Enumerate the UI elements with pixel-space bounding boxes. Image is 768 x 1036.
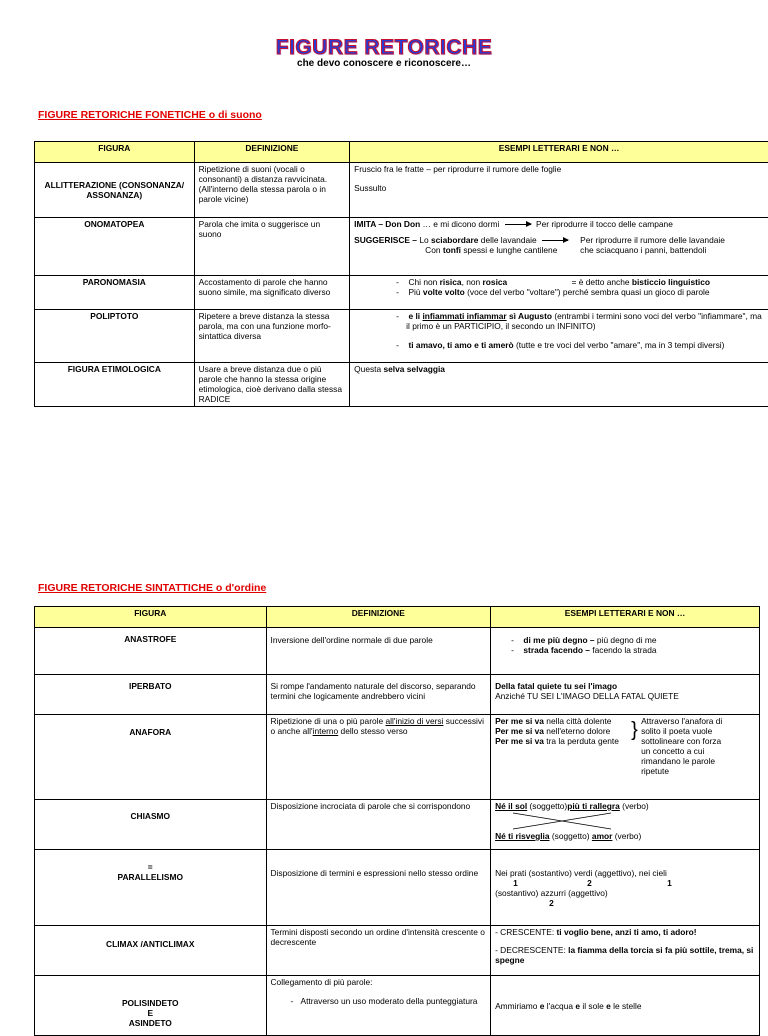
example-text: (soggetto) <box>552 831 590 841</box>
figura-cell: ANAFORA <box>35 715 267 800</box>
example-label: SUGGERISCE – <box>354 235 417 245</box>
definizione-cell: Accostamento di parole che hanno suono simile, ma significato diverso <box>194 276 350 310</box>
example-word: Né il sol <box>495 801 527 811</box>
example-text: Ammiriamo <box>495 1001 537 1011</box>
definizione-cell: Parola che imita o suggerisce un suono <box>194 218 350 276</box>
esempi-cell <box>491 628 760 675</box>
example-text: (voce del verbo "voltare") perché sembra quasi un gioco di parole <box>467 287 709 297</box>
figura-cell: PARONOMASIA <box>35 276 195 310</box>
anafora-example <box>495 716 755 776</box>
example-text: = è detto anche <box>510 277 630 287</box>
definizione-cell: Inversione dell'ordine normale di due parole <box>266 628 491 675</box>
number-row <box>495 878 755 888</box>
table-row <box>35 850 760 926</box>
example-word: più ti rallegra <box>567 801 620 811</box>
position-number: 2 <box>587 878 592 888</box>
position-number: 1 <box>667 878 672 888</box>
example-line: Anziché TU SEI L'IMAGO DELLA FATAL QUIETE <box>495 691 755 701</box>
example-text: , non <box>462 277 481 287</box>
figura-cell: POLIPTOTO <box>35 310 195 363</box>
number-row <box>495 898 755 908</box>
example-text: nella città dolente <box>546 716 611 726</box>
example-word: e <box>606 1001 611 1011</box>
page-subtitle: che devo conoscere e riconoscere… <box>0 58 768 69</box>
example-line: Della fatal quiete tu sei l'imago <box>495 681 755 691</box>
table-header-row <box>35 142 768 163</box>
example-item <box>392 340 764 350</box>
example-note: Per riprodurre il tocco delle campane <box>536 219 673 229</box>
example-note: Per riprodurre il rumore delle lavandaie che sciacquano i panni, battendoli <box>572 235 730 255</box>
example-text: spessi e lunghe cantilene <box>463 245 557 255</box>
anafora-lines <box>495 716 631 776</box>
definizione-item: - Attraverso un uso moderato della punteggiatura <box>287 996 487 1006</box>
figura-cell: ONOMATOPEA <box>35 218 195 276</box>
example-label: IMITA – Don Don <box>354 219 420 229</box>
esempi-cell <box>350 163 768 218</box>
example-text: … e mi dicono dormi <box>423 219 500 229</box>
figura-cell: CLIMAX /ANTICLIMAX <box>35 926 267 976</box>
page-title: FIGURE RETORICHE <box>276 36 492 59</box>
column-header: ESEMPI LETTERARI E NON … <box>491 607 760 628</box>
example-word: risica <box>440 277 462 287</box>
example-line <box>495 801 755 811</box>
table-row <box>35 628 760 675</box>
example-word: e li <box>408 311 420 321</box>
example-text: facendo la strada <box>592 645 656 655</box>
example-word: rosica <box>483 277 508 287</box>
example-line <box>495 945 755 965</box>
definizione-cell: Ripetizione di suoni (vocali o consonanti) a distanza ravvicinata. (All'interno della stessa parola o in parole vicine) <box>194 163 350 218</box>
example-text: Chi non <box>408 277 437 287</box>
esempi-cell <box>491 976 760 1036</box>
table-row <box>35 926 760 976</box>
esempi-cell <box>350 218 768 276</box>
example-word: volte volto <box>423 287 465 297</box>
example-text: Questa <box>354 364 381 374</box>
example-word: infiammati infiammar <box>422 311 506 321</box>
definizione-cell: Si rompe l'andamento naturale del discorso, separando termini che logicamente andrebbero vicini <box>266 675 491 715</box>
definizione-cell <box>266 715 491 800</box>
example-line <box>495 726 631 736</box>
column-header: DEFINIZIONE <box>266 607 491 628</box>
figura-cell: ANASTROFE <box>35 628 267 675</box>
column-header: FIGURA <box>35 607 267 628</box>
example-item <box>392 277 764 287</box>
example-word: amor <box>592 831 612 841</box>
example-text: (verbo) <box>622 801 649 811</box>
figura-cell: IPERBATO <box>35 675 267 715</box>
definizione-cell: Termini disposti secondo un ordine d'intensità crescente o decrescente <box>266 926 491 976</box>
definizione-text: Ripetizione di una o più parole <box>271 716 384 726</box>
position-number: 2 <box>549 898 554 908</box>
definizione-cell: Ripetere a breve distanza la stessa parola, ma con una funzione morfo-sintattica diversa <box>194 310 350 363</box>
table-sintattiche <box>34 606 760 1036</box>
section-title-fonetiche: FIGURE RETORICHE FONETICHE o di suono <box>38 109 262 121</box>
example-word: ti amavo, ti amo e ti amerò <box>408 340 513 350</box>
esempi-cell <box>350 310 768 363</box>
example-word: e <box>575 1001 580 1011</box>
table-row <box>35 715 760 800</box>
example-item <box>507 635 755 645</box>
example-item <box>392 287 764 297</box>
definizione-text: successivi o anche all' <box>271 716 484 736</box>
figura-label: POLISINDETO <box>39 998 262 1008</box>
example-line <box>495 736 631 746</box>
example-text: (entrambi i termini sono voci del verbo "infiammare", ma il primo è un PARTICIPIO, il secondo un INFINITO) <box>406 311 762 331</box>
example-word: tonfi <box>443 245 461 255</box>
table-fonetiche <box>34 141 768 407</box>
example-text: Più <box>408 287 420 297</box>
example-word: la fiamma della torcia si fa più sottile, trema, si spegne <box>495 945 753 965</box>
example-word: Per me si va <box>495 726 544 736</box>
table-row <box>35 675 760 715</box>
arrow-right-icon <box>505 224 531 225</box>
definizione-cell <box>266 976 491 1036</box>
example-word: selva selvaggia <box>383 364 444 374</box>
column-header: ESEMPI LETTERARI E NON … <box>350 142 768 163</box>
example-text: più degno di me <box>597 635 657 645</box>
definizione-emph: all'inizio di versi <box>386 716 444 726</box>
esempi-cell <box>350 363 768 407</box>
example-text: (soggetto) <box>530 801 568 811</box>
definizione-text: dello stesso verso <box>341 726 408 736</box>
page-title-wrap <box>0 36 768 60</box>
figura-cell: FIGURA ETIMOLOGICA <box>35 363 195 407</box>
example-text: il sole <box>582 1001 603 1011</box>
figura-cell: CHIASMO <box>35 800 267 850</box>
example-item <box>507 645 755 655</box>
example-word: bisticcio linguistico <box>632 277 710 287</box>
example-text: Lo <box>419 235 428 245</box>
definizione-emph: interno <box>313 726 339 736</box>
esempi-cell <box>491 675 760 715</box>
table-row <box>35 800 760 850</box>
table-row <box>35 276 768 310</box>
example-line <box>495 716 631 726</box>
example-line <box>354 219 764 229</box>
example-word: Per me si va <box>495 716 544 726</box>
table-row <box>35 218 768 276</box>
example-text: nell'eterno dolore <box>546 726 610 736</box>
example-text: tra la perduta gente <box>546 736 619 746</box>
example-label: - DECRESCENTE: <box>495 945 566 955</box>
position-number: 1 <box>513 878 518 888</box>
table-header-row <box>35 607 760 628</box>
example-item <box>392 311 764 331</box>
example-lines <box>354 235 572 255</box>
example-text: (tutte e tre voci del verbo "amare", ma in 3 tempi diversi) <box>516 340 724 350</box>
example-word: e <box>540 1001 545 1011</box>
example-word: Né ti risveglia <box>495 831 549 841</box>
example-word: sciabordare <box>431 235 478 245</box>
table-row <box>35 310 768 363</box>
column-header: DEFINIZIONE <box>194 142 350 163</box>
definizione-text: Collegamento di più parole: <box>271 977 487 987</box>
example-word: ti voglio bene, anzi ti amo, ti adoro! <box>557 927 697 937</box>
definizione-cell: Disposizione incrociata di parole che si corrispondono <box>266 800 491 850</box>
definizione-cell: Disposizione di termini e espressioni nello stesso ordine <box>266 850 491 926</box>
figura-cell: ALLITTERAZIONE (CONSONANZA/ ASSONANZA) <box>35 163 195 218</box>
esempi-cell <box>491 926 760 976</box>
example-line <box>495 831 755 841</box>
esempi-cell <box>491 850 760 926</box>
example-word: strada facendo – <box>523 645 590 655</box>
example-block <box>354 235 764 255</box>
column-header: FIGURA <box>35 142 195 163</box>
example-text: Con <box>354 245 440 255</box>
figura-cell <box>35 976 267 1036</box>
example-label: - CRESCENTE: <box>495 927 554 937</box>
example-line: (sostantivo) azzurri (aggettivo) <box>495 888 755 898</box>
figura-symbol: = <box>39 862 262 872</box>
example-line: Nei prati (sostantivo) verdi (aggettivo), nei cieli <box>495 868 755 878</box>
section-title-sintattiche: FIGURE RETORICHE SINTATTICHE o d'ordine <box>38 582 266 594</box>
table-row <box>35 976 760 1036</box>
esempi-cell <box>491 800 760 850</box>
arrow-right-icon <box>542 240 568 241</box>
figura-cell <box>35 850 267 926</box>
example-line: Sussulto <box>354 183 764 193</box>
table-row <box>35 363 768 407</box>
definizione-cell: Usare a breve distanza due o più parole che hanno la stessa origine etimologica, cioè derivano dalla stessa RADICE <box>194 363 350 407</box>
esempi-cell <box>491 715 760 800</box>
example-line <box>495 927 755 937</box>
figura-label: PARALLELISMO <box>39 872 262 882</box>
figura-label: E <box>39 1008 262 1018</box>
example-text: le stelle <box>613 1001 641 1011</box>
example-text: delle lavandaie <box>481 235 537 245</box>
example-word: sì Augusto <box>509 311 552 321</box>
chiasmo-cross-icon <box>507 811 617 831</box>
example-word: Per me si va <box>495 736 544 746</box>
example-line: Fruscio fra le fratte – per riprodurre il rumore delle foglie <box>354 164 764 174</box>
figura-label: ASINDETO <box>39 1018 262 1028</box>
table-row <box>35 163 768 218</box>
example-text: l'acqua <box>547 1001 573 1011</box>
brace-icon: } <box>631 716 641 776</box>
example-text: (verbo) <box>615 831 642 841</box>
example-note: Attraverso l'anafora di solito il poeta vuole sottolineare con forza un concetto a cui rimandano le parole ripetute <box>641 716 729 776</box>
esempi-cell <box>350 276 768 310</box>
example-word: di me più degno – <box>523 635 594 645</box>
